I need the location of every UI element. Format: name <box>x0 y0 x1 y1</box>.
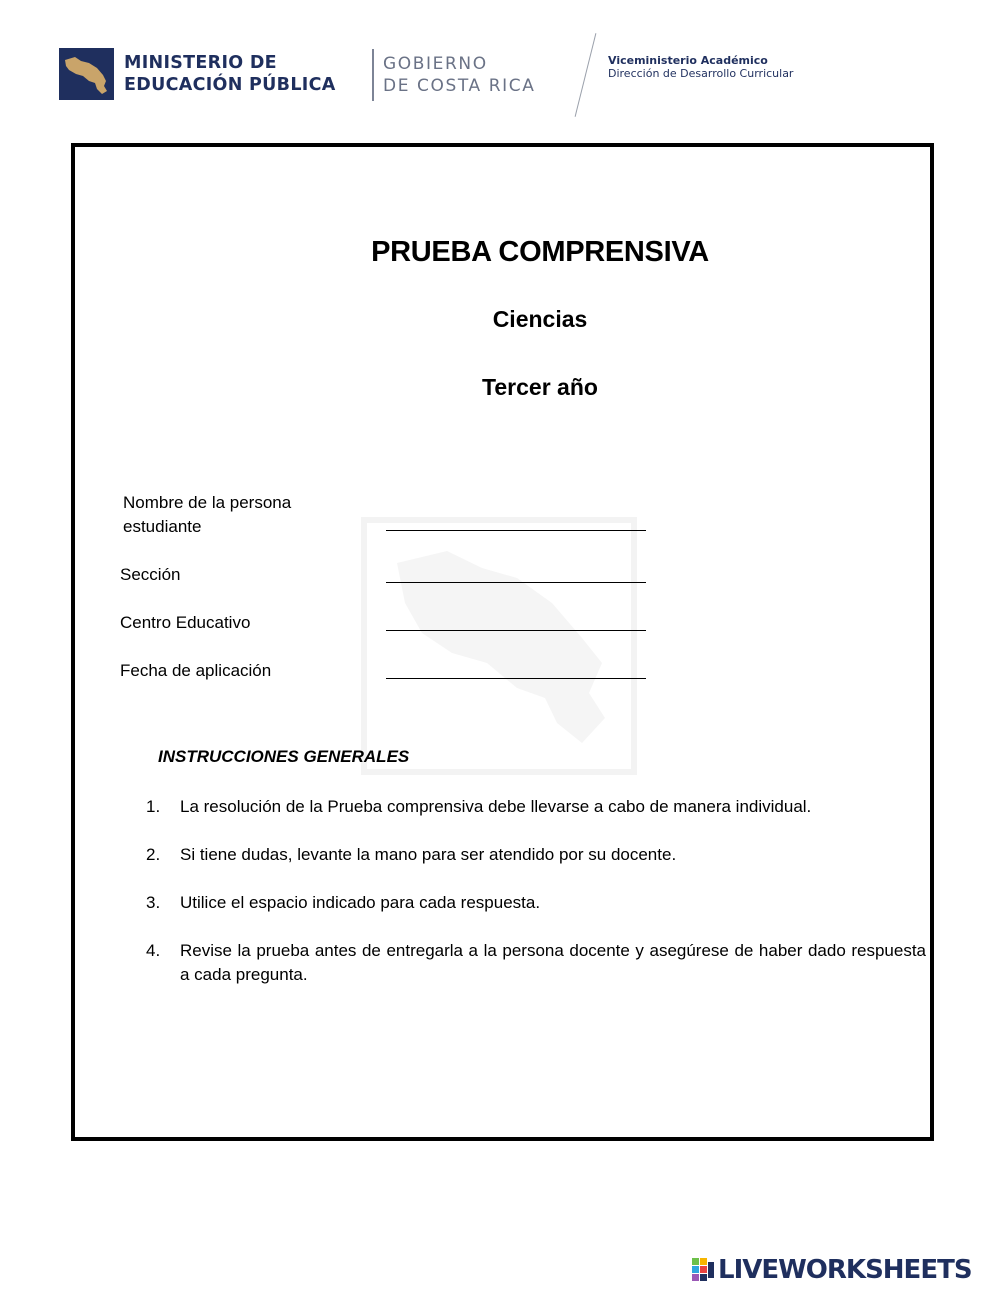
student-name-label <box>123 491 291 539</box>
instruction-text: Revise la prueba antes de entregarla a la persona docente y asegúrese de haber dado respuesta a cada pregunta. <box>180 941 926 984</box>
instruction-text: Si tiene dudas, levante la mano para ser atendido por su docente. <box>180 845 677 864</box>
ministry-line-2: EDUCACIÓN PÚBLICA <box>124 75 336 95</box>
instruction-number: 2. <box>146 845 161 864</box>
section-label: Sección <box>120 565 181 584</box>
instruction-number: 1. <box>146 797 161 816</box>
instruction-number: 4. <box>146 941 161 960</box>
header-slash-divider <box>575 33 597 117</box>
instructions-title: INSTRUCCIONES GENERALES <box>158 747 410 766</box>
government-line-1: GOBIERNO <box>383 54 488 74</box>
ministry-line-1: MINISTERIO DE <box>124 53 277 73</box>
student-name-label-line-1: Nombre de la persona <box>123 493 292 512</box>
student-name-label-line-2: estudiante <box>123 517 202 536</box>
test-grade: Tercer año <box>482 374 598 400</box>
school-label: Centro Educativo <box>120 613 251 632</box>
costa-rica-watermark-icon <box>361 517 637 775</box>
instruction-text: Utilice el espacio indicado para cada respuesta. <box>180 893 541 912</box>
government-name <box>383 53 536 97</box>
instruction-text: La resolución de la Prueba comprensiva debe llevarse a cabo de manera individual. <box>180 797 812 816</box>
instruction-item <box>146 843 926 867</box>
instruction-number: 3. <box>146 893 161 912</box>
instruction-item <box>146 939 926 987</box>
instruction-item <box>146 891 926 915</box>
header-divider <box>372 49 374 101</box>
student-name-field[interactable] <box>386 530 646 531</box>
application-date-label: Fecha de aplicación <box>120 661 272 680</box>
instruction-item <box>146 795 926 819</box>
government-line-2: DE COSTA RICA <box>383 76 536 96</box>
vice-ministry-title: Viceministerio Académico <box>608 54 768 67</box>
ministry-name <box>124 52 336 96</box>
application-date-field[interactable] <box>386 678 646 679</box>
costa-rica-map-icon <box>59 48 114 100</box>
test-subject: Ciencias <box>492 306 588 332</box>
test-title: PRUEBA COMPRENSIVA <box>371 236 709 268</box>
liveworksheets-wordmark: LIVEWORKSHEETS <box>718 1255 972 1285</box>
vice-ministry-block <box>608 54 793 80</box>
document-header <box>0 0 1000 130</box>
section-field[interactable] <box>386 582 646 583</box>
liveworksheets-logo-icon <box>692 1258 716 1282</box>
vice-ministry-subtitle: Dirección de Desarrollo Curricular <box>608 67 794 80</box>
school-field[interactable] <box>386 630 646 631</box>
